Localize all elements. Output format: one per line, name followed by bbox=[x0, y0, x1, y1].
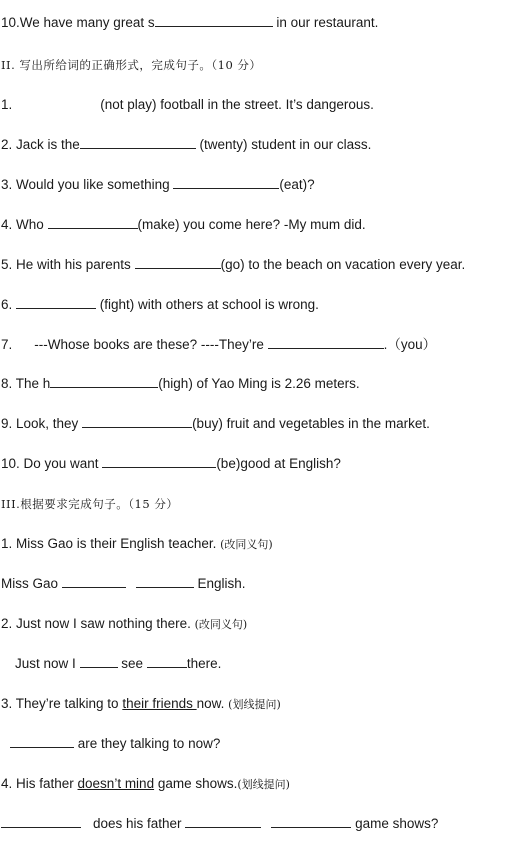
q-instruction: (改同义句) bbox=[194, 618, 248, 631]
q-text: (high) of Yao Ming is 2.26 meters. bbox=[158, 376, 360, 391]
q-number: 7. bbox=[1, 337, 13, 352]
q-text: ---Whose books are these? ----They’re bbox=[34, 337, 268, 352]
answer-blank[interactable] bbox=[102, 455, 216, 468]
question-ii-8 bbox=[1, 375, 360, 393]
answer-blank[interactable] bbox=[135, 256, 221, 269]
answer-blank[interactable] bbox=[173, 176, 279, 189]
q-text: does his father bbox=[93, 816, 186, 831]
answer-blank[interactable] bbox=[147, 655, 187, 668]
q-text: 4. Who bbox=[1, 217, 48, 232]
answer-blank[interactable] bbox=[155, 14, 273, 27]
question-iii-4 bbox=[1, 775, 290, 794]
q-number: 6. bbox=[1, 297, 17, 312]
answer-blank[interactable] bbox=[48, 216, 138, 229]
question-ii-7 bbox=[1, 336, 436, 354]
answer-blank[interactable] bbox=[80, 136, 196, 149]
q-text: 10. Do you want bbox=[1, 456, 103, 471]
question-iii-1 bbox=[1, 535, 273, 554]
q-text: see bbox=[117, 656, 147, 671]
q-text: (twenty) student in our class. bbox=[195, 137, 372, 152]
q-instruction: (改同义句) bbox=[220, 538, 273, 551]
answer-blank[interactable] bbox=[271, 815, 351, 828]
q-text: 4. His father bbox=[1, 776, 78, 791]
answer-iii-2 bbox=[15, 655, 221, 673]
section-title: II. 写出所给词的正确形式，完成句子。（10 分） bbox=[1, 58, 262, 72]
section-ii-heading bbox=[1, 56, 261, 74]
q-text: now. bbox=[196, 696, 229, 711]
answer-iii-1 bbox=[1, 575, 246, 593]
answer-blank[interactable] bbox=[16, 296, 96, 309]
q-text: (buy) fruit and vegetables in the market. bbox=[192, 416, 430, 431]
q-text: in our restaurant. bbox=[272, 15, 379, 30]
q-text: 1. Miss Gao is their English teacher. bbox=[1, 536, 221, 551]
question-ii-6 bbox=[1, 296, 319, 314]
q-text: .（you） bbox=[383, 337, 437, 352]
answer-blank[interactable] bbox=[268, 336, 384, 349]
question-ii-4 bbox=[1, 216, 366, 234]
q-text: (eat)? bbox=[279, 177, 315, 192]
answer-blank[interactable] bbox=[62, 575, 126, 588]
answer-blank[interactable] bbox=[1, 815, 81, 828]
question-ii-5 bbox=[1, 256, 465, 274]
q-text: 3. Would you like something bbox=[1, 177, 174, 192]
q-text: 10.We have many great s bbox=[1, 15, 155, 30]
underlined-phrase: doesn’t mind bbox=[77, 776, 155, 791]
q-text: 9. Look, they bbox=[1, 416, 83, 431]
section-iii-heading bbox=[1, 495, 178, 513]
q-instruction: (划线提问) bbox=[237, 778, 290, 791]
q-text: Miss Gao bbox=[1, 576, 62, 591]
q-text: are they talking to now? bbox=[74, 736, 221, 751]
answer-blank[interactable] bbox=[50, 375, 158, 388]
question-ii-3 bbox=[1, 176, 315, 194]
question-ii-9 bbox=[1, 415, 430, 433]
answer-blank[interactable] bbox=[136, 575, 194, 588]
answer-iii-3 bbox=[10, 735, 220, 753]
q-text: (go) to the beach on vacation every year. bbox=[220, 257, 466, 272]
q-text: English. bbox=[193, 576, 246, 591]
q-text: (make) you come here? -My mum did. bbox=[137, 217, 366, 232]
question-ii-1 bbox=[1, 96, 374, 114]
q-text: 3. They’re talking to bbox=[1, 696, 123, 711]
q-text: (fight) with others at school is wrong. bbox=[96, 297, 319, 312]
question-iii-3 bbox=[1, 695, 281, 714]
q-text: (not play) football in the street. It’s dangerous. bbox=[100, 97, 374, 112]
answer-blank[interactable] bbox=[82, 415, 192, 428]
answer-blank[interactable] bbox=[185, 815, 261, 828]
section-title: III.根据要求完成句子。（15 分） bbox=[1, 497, 179, 511]
q-instruction: (划线提问) bbox=[228, 698, 281, 711]
q-text: game shows. bbox=[154, 776, 238, 791]
answer-blank[interactable] bbox=[12, 97, 100, 109]
question-ii-2 bbox=[1, 136, 371, 154]
q-text: 8. The h bbox=[1, 376, 51, 391]
q-text: (be)good at English? bbox=[216, 456, 341, 471]
q-number: 1. bbox=[1, 97, 13, 112]
underlined-phrase: their friends bbox=[122, 696, 197, 711]
q-text: 2. Just now I saw nothing there. bbox=[1, 616, 195, 631]
answer-blank[interactable] bbox=[80, 655, 118, 668]
q-text: Just now I bbox=[15, 656, 80, 671]
q-text: 5. He with his parents bbox=[1, 257, 135, 272]
q-text: game shows? bbox=[351, 816, 439, 831]
answer-blank[interactable] bbox=[10, 735, 74, 748]
q-text: 2. Jack is the bbox=[1, 137, 80, 152]
answer-iii-4 bbox=[1, 815, 438, 833]
question-10-vocab bbox=[1, 14, 378, 32]
question-iii-2 bbox=[1, 615, 247, 634]
q-text: there. bbox=[186, 656, 222, 671]
question-ii-10 bbox=[1, 455, 341, 473]
